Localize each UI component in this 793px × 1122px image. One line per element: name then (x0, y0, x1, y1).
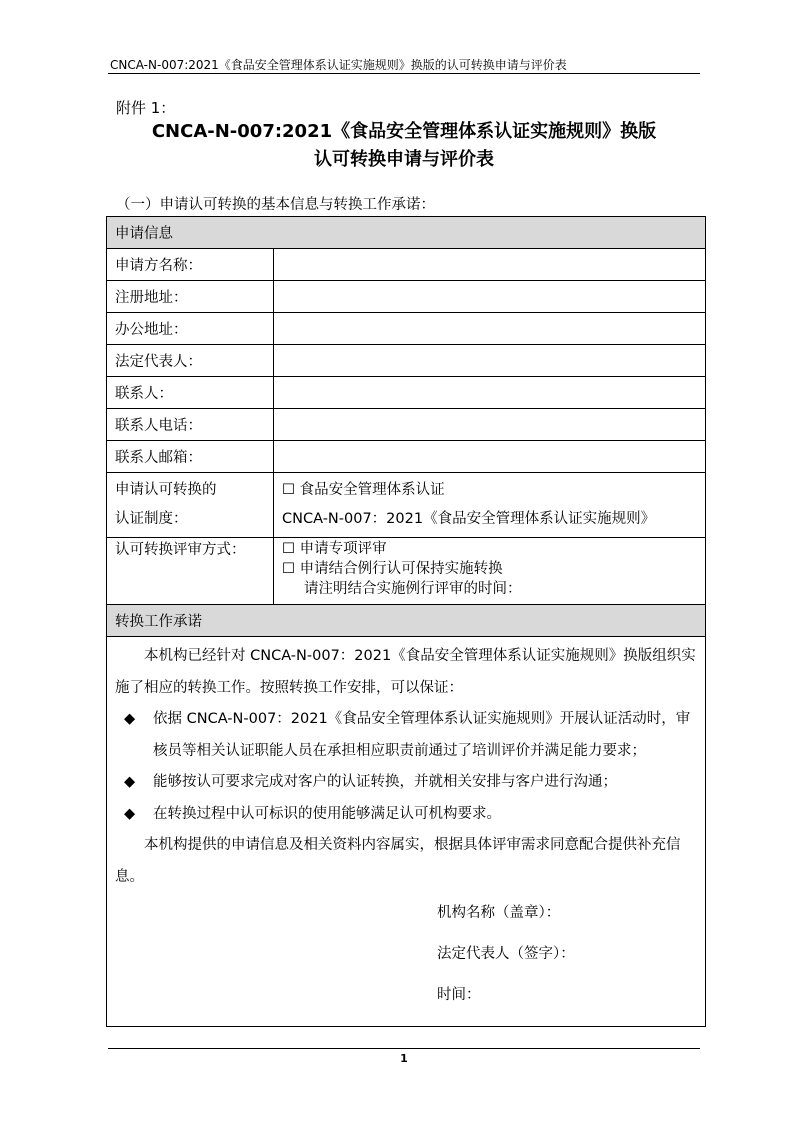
application-info-header-row (107, 217, 706, 249)
commitment-body-row (107, 637, 706, 1027)
form-row (107, 409, 706, 441)
scheme-rule-text: CNCA-N-007：2021《食品安全管理体系认证实施规则》 (282, 511, 656, 527)
header-rule (108, 73, 700, 74)
legal-rep-signature-line: 法定代表人（签字）： (437, 946, 575, 962)
special-review-checkbox[interactable]: ☐ (282, 541, 295, 557)
applicant-name-label: 申请方名称： (107, 249, 274, 281)
time-line: 时间： (437, 987, 481, 1003)
running-header: CNCA-N-007:2021《食品安全管理体系认证实施规则》换版的认可转换申请与评价表 (110, 58, 567, 72)
commitment-intro: 本机构已经针对 CNCA-N-007：2021《食品安全管理体系认证实施规则》换版组织实施了相应的转换工作。按照转换工作安排，可以保证： (115, 648, 696, 696)
legal-representative-field[interactable] (274, 345, 706, 377)
review-method-options (274, 538, 706, 605)
contact-person-label: 联系人： (107, 377, 274, 409)
document-title-line1: CNCA-N-007:2021《食品安全管理体系认证实施规则》换版 (151, 121, 657, 142)
application-form-table (106, 216, 706, 1027)
application-info-header: 申请信息 (107, 217, 706, 249)
form-row (107, 313, 706, 345)
page-number: 1 (400, 1052, 408, 1065)
diamond-bullet-icon: ◆ (124, 711, 136, 727)
form-row (107, 249, 706, 281)
form-row (107, 377, 706, 409)
office-address-field[interactable] (274, 313, 706, 345)
org-name-signature-line: 机构名称（盖章）： (437, 905, 561, 921)
applicant-name-field[interactable] (274, 249, 706, 281)
contact-email-field[interactable] (274, 441, 706, 473)
document-title-line2: 认可转换申请与评价表 (314, 149, 494, 170)
commitment-bullet-3: ◆ 在转换过程中认可标识的使用能够满足认可机构要求。 (115, 799, 697, 831)
scheme-row (107, 473, 706, 538)
form-row (107, 441, 706, 473)
combined-review-note: 请注明结合实施例行评审的时间： (304, 581, 522, 597)
combined-review-label: 申请结合例行认可保持实施转换 (299, 561, 503, 577)
scheme-options (274, 473, 706, 538)
registered-address-label: 注册地址： (107, 281, 274, 313)
footer-rule (108, 1048, 700, 1049)
section-heading: （一）申请认可转换的基本信息与转换工作承诺： (116, 197, 435, 213)
commitment-header-row (107, 605, 706, 637)
scheme-label (107, 473, 274, 538)
form-row (107, 345, 706, 377)
commitment-header: 转换工作承诺 (107, 605, 706, 637)
form-row (107, 281, 706, 313)
commitment-body (107, 637, 706, 1027)
review-method-row (107, 538, 706, 605)
combined-review-checkbox[interactable]: ☐ (282, 561, 295, 577)
commitment-bullet-2: ◆ 能够按认可要求完成对客户的认证转换，并就相关安排与客户进行沟通； (115, 767, 697, 799)
scheme-checkbox[interactable]: ☐ (282, 482, 295, 498)
special-review-label: 申请专项评审 (299, 541, 387, 557)
diamond-bullet-icon: ◆ (124, 805, 136, 822)
diamond-bullet-icon: ◆ (124, 774, 136, 790)
commitment-closing: 本机构提供的申请信息及相关资料内容属实，根据具体评审需求同意配合提供补充信息。 (115, 837, 681, 885)
office-address-label: 办公地址： (107, 313, 274, 345)
contact-email-label: 联系人邮箱： (107, 441, 274, 473)
scheme-option-label: 食品安全管理体系认证 (299, 482, 445, 498)
commitment-bullet-1: ◆ 依据 CNCA-N-007：2021《食品安全管理体系认证实施规则》开展认证活动时，审核员等相关认证职能人员在承担相应职责前通过了培训评价并满足能力要求； (115, 704, 697, 767)
contact-person-field[interactable] (274, 377, 706, 409)
registered-address-field[interactable] (274, 281, 706, 313)
scheme-label-line1: 申请认可转换的 (115, 482, 217, 498)
review-method-label: 认可转换评审方式： (107, 538, 274, 605)
scheme-label-line2: 认证制度： (115, 511, 188, 527)
contact-phone-label: 联系人电话： (107, 409, 274, 441)
contact-phone-field[interactable] (274, 409, 706, 441)
legal-representative-label: 法定代表人： (107, 345, 274, 377)
attachment-label: 附件 1： (116, 99, 176, 117)
